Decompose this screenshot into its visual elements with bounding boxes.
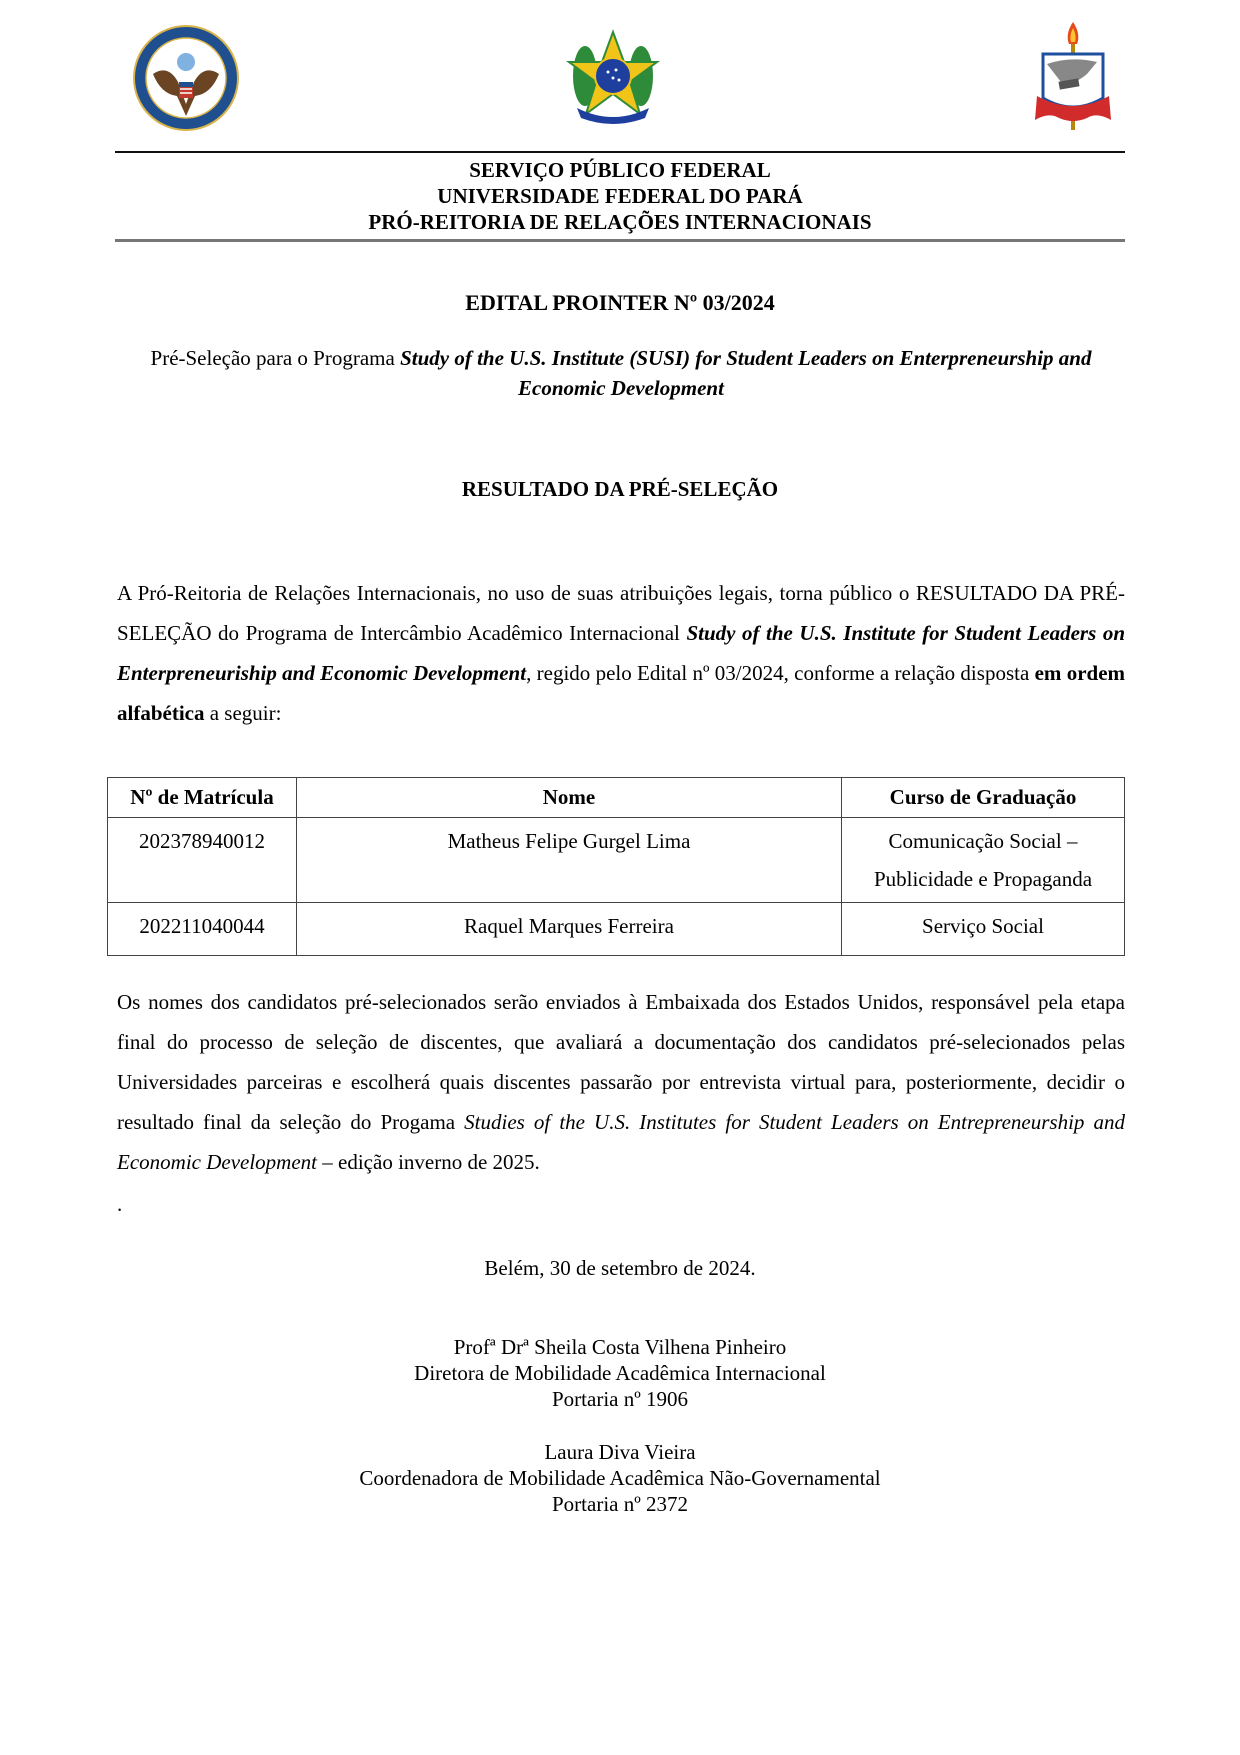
result-title: RESULTADO DA PRÉ-SELEÇÃO — [461, 477, 779, 501]
edital-subtitle — [117, 343, 1125, 403]
cell-nome: Matheus Felipe Gurgel Lima — [297, 818, 842, 903]
header-line-1: SERVIÇO PÚBLICO FEDERAL — [469, 158, 771, 182]
stray-dot: . — [117, 1192, 123, 1216]
header-matricula: Nº de Matrícula — [108, 778, 297, 818]
table-row — [108, 818, 1125, 903]
subtitle-program-name: Study of the U.S. Institute (SUSI) for Student Leaders on Enterpreneurship and Economic Development — [400, 346, 1092, 400]
edital-title: EDITAL PROINTER Nº 03/2024 — [465, 290, 775, 315]
subtitle-plain: Pré-Seleção para o Programa — [150, 346, 401, 370]
brazil-coat-of-arms — [563, 26, 663, 126]
cell-nome: Raquel Marques Ferreira — [297, 903, 842, 956]
header-rule-bottom — [115, 239, 1125, 242]
table-header-row — [108, 778, 1125, 818]
signature-2-portaria: Portaria nº 2372 — [552, 1492, 688, 1516]
header-rule-top — [115, 151, 1125, 153]
header-line-2: UNIVERSIDADE FEDERAL DO PARÁ — [437, 184, 803, 208]
header-nome: Nome — [297, 778, 842, 818]
signature-1-portaria: Portaria nº 1906 — [552, 1387, 688, 1411]
signature-1-name: Profª Drª Sheila Costa Vilhena Pinheiro — [453, 1335, 787, 1359]
next-steps-text-1: Os nomes dos candidatos pré-selecionados serão enviados à Embaixada dos Estados Unidos, responsável pela etapa final do processo de seleção de discentes, que avaliará a documentação dos candidatos pré-selecionados pelas Universidades parceiras e escolherá quais discentes passarão por entrevista virtual para, posteriormente, decidir o resultado final da seleção do Progama — [117, 990, 1125, 1134]
cell-matricula: 202378940012 — [108, 818, 297, 903]
intro-order-emphasis: em ordem alfabética — [117, 661, 1126, 725]
next-steps-program-name: Studies of the U.S. Institutes for Student Leaders on Entrepreneurship and Economic Development — [117, 1110, 1125, 1174]
intro-text-3: a seguir: — [204, 701, 282, 725]
date-line: Belém, 30 de setembro de 2024. — [484, 1256, 756, 1280]
intro-text-2: , regido pelo Edital nº 03/2024, conforme a relação disposta — [526, 661, 1035, 685]
cell-curso: Serviço Social — [842, 903, 1125, 956]
us-department-of-state-seal — [133, 24, 239, 132]
signature-2-name: Laura Diva Vieira — [544, 1440, 696, 1464]
intro-paragraph — [117, 573, 1125, 733]
cell-curso: Comunicação Social – Publicidade e Propaganda — [842, 818, 1125, 903]
signature-2-role: Coordenadora de Mobilidade Acadêmica Não-Governamental — [359, 1466, 881, 1490]
header-curso: Curso de Graduação — [842, 778, 1125, 818]
ufpa-emblem — [1031, 20, 1115, 132]
intro-program-name: Study of the U.S. Institute for Student Leaders on Enterpreneuriship and Economic Development — [117, 621, 1125, 685]
next-steps-text-2: – edição inverno de 2025. — [317, 1150, 540, 1174]
header-line-3: PRÓ-REITORIA DE RELAÇÕES INTERNACIONAIS — [368, 210, 872, 234]
cell-matricula: 202211040044 — [108, 903, 297, 956]
signature-1-role: Diretora de Mobilidade Acadêmica Internacional — [414, 1361, 826, 1385]
intro-text-1: A Pró-Reitoria de Relações Internacionais, no uso de suas atribuições legais, torna público o RESULTADO DA PRÉ-SELEÇÃO do Programa de Intercâmbio Acadêmico Internacional — [117, 581, 1125, 645]
results-table — [107, 777, 1125, 956]
next-steps-paragraph — [117, 982, 1125, 1182]
table-row — [108, 903, 1125, 956]
